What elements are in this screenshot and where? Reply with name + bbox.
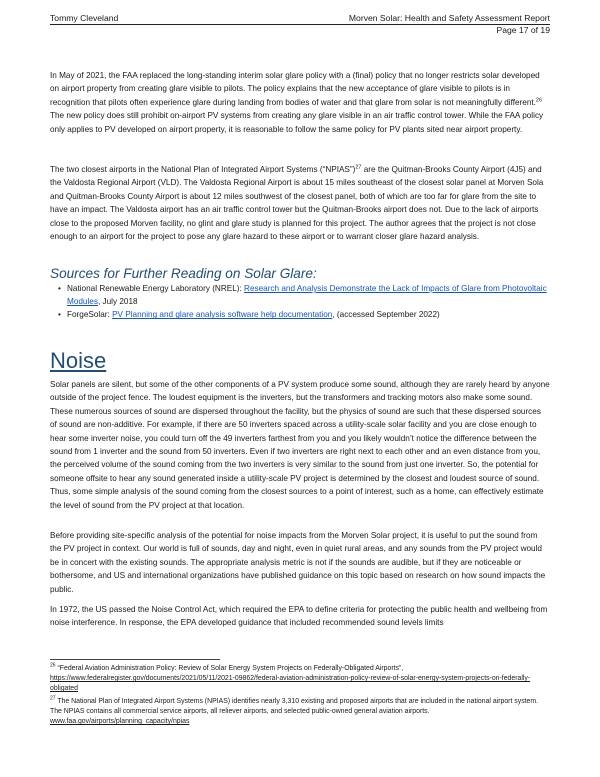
footnote-27 [50, 697, 550, 728]
footnote-text: “Federal Aviation Administration Policy: Review of Solar Energy System Projects on Federally-Obligated Airports”, [55, 665, 404, 672]
footnote-ref-27[interactable]: 27 [355, 164, 362, 171]
glare-paragraph-airports [50, 163, 550, 243]
page-number: Page 17 of 19 [496, 25, 550, 35]
noise-heading: Noise [50, 348, 107, 373]
airports-text-cont: are the Quitman-Brooks County Airport (4J5) and the Valdosta Regional Airport (VLD). The Valdosta Regional Airport is about 15 miles southeast of the closest solar panel at Morven Sola and Quitman-Brooks County Airport is about 12 miles southwest of the closest panel, both of which are too far for glare from the site to have an impact. The Valdosta airport has an air traffic control tower but the Quitman-Brooks airport does not. Due to the lack of airports close to the proposed Morven facility, no glint and glare study is planned for this project. The author agrees that the project is not close enough to an airport for the project to pose any glare hazard to these airport or to warrant closer glare hazard analysis. [50, 165, 544, 242]
glare-paragraph-faa-policy [50, 69, 550, 136]
airports-text: The two closest airports in the National Plan of Integrated Airport Systems (“NPIAS”) [50, 165, 356, 174]
footnote-ref-26[interactable]: 26 [535, 97, 543, 104]
header-author: Tommy Cleveland [50, 13, 119, 23]
sources-list [50, 282, 550, 322]
footnote-link[interactable]: www.faa.gov/airports/planning_capacity/npias [50, 718, 190, 726]
footnote-number: 27 [50, 695, 56, 702]
noise-paragraph-noise-control-act: In 1972, the US passed the Noise Control Act, which required the EPA to define criteria for protecting the public health and wellbeing from noise interference. In response, the EPA developed guidance that included recommended sound levels limits [50, 605, 548, 628]
footnote-text: The National Plan of Integrated Airport Systems (NPIAS) identifies nearly 3,310 existing and proposed airports that are included in the national airport system. The NPIAS contains all commercial service airports, all reliever airports, and selected public-owned general aviation airports. [50, 698, 539, 716]
nrel-link[interactable]: Research and Analysis Demonstrate the Lack of Impacts of Glare from Photovoltaic Modules [67, 284, 547, 307]
footnote-number: 26 [50, 662, 56, 669]
source-prefix: ForgeSolar: [67, 310, 113, 320]
footnote-26 [50, 664, 550, 695]
list-item [50, 308, 550, 321]
list-item [50, 282, 550, 308]
forgesolar-link[interactable]: PV Planning and glare analysis software help documentation [112, 310, 333, 320]
faa-policy-text-cont: The new policy does still prohibit on-airport PV systems from creating any glare visible in an air traffic control tower. While the FAA policy only applies to PV developed on airport property, it is reasonable to follow the same policy for PV plants sited near airport property. [50, 111, 544, 134]
source-suffix: , (accessed September 2022) [332, 310, 440, 320]
footnote-link[interactable]: https://www.federalregister.gov/documents/2021/05/11/2021-09862/federal-aviation-administration-policy-review-of-solar-energy-system-projects-on-federally-obligated [50, 675, 531, 693]
bullet-icon: • [58, 284, 61, 293]
header-title: Morven Solar: Health and Safety Assessment Report [348, 13, 550, 23]
header-divider [50, 24, 550, 25]
sources-heading: Sources for Further Reading on Solar Glare: [50, 266, 317, 281]
bullet-icon: • [58, 310, 61, 320]
noise-paragraph-context: Before providing site-specific analysis of the potential for noise impacts from the Morven Solar project, it is useful to put the sound from the PV project in context. Our world is full of sounds, day and night, even in quiet rural areas, and any sounds from the PV project would be in concert with the existing sounds. The appropriate analysis metric is not if the sounds are audible, but if they are noticeable or bothersome, and US and international organizations have published guidance on this topic based on research on how sound impacts the public. [50, 531, 546, 594]
source-suffix: , July 2018 [97, 297, 138, 307]
noise-paragraph-inverters: Solar panels are silent, but some of the other components of a PV system produce some sound, although they are rarely heard by anyone outside of the project fence. The loudest equipment is the inverters, but the transformers and tracking motors also make some sound. These numerous sources of sound are dispersed throughout the facility, but the physics of sound are such that these dispersed sources of sound are non-additive. For example, if there are 50 inverters spaced across a utility-scale solar facility and you are close enough to hear some inverter noise, you could turn off the 49 inverters farthest from you and you likely wouldn’t notice the difference between the sound from 1 inverter and the sound from 50 inverters. Even if two inverters are right next to each other and an even distance from you, the perceived volume of the sound coming from the two inverters is very similar to the sound from just one inverter. So, the potential for someone offsite to hear any sound generated inside a utility-scale PV project is determined by the closest and loudest source of sound. Thus, some simple analysis of the sound coming from the closest sources to a point of interest, such as a home, can effectively estimate the level of sound from the PV project at that location. [50, 380, 550, 510]
source-prefix: National Renewable Energy Laboratory (NREL): [67, 284, 245, 293]
footnote-divider [50, 659, 220, 660]
faa-policy-text: In May of 2021, the FAA replaced the long-standing interim solar glare policy with a (final) policy that no longer restricts solar developed on airport property from creating glare visible to pilots. The policy explains that the new acceptance of glare visible to pilots is in recognition that pilots often experience glare during landing from bodies of water and that glare from solar is not meaningfully different. [50, 71, 540, 107]
